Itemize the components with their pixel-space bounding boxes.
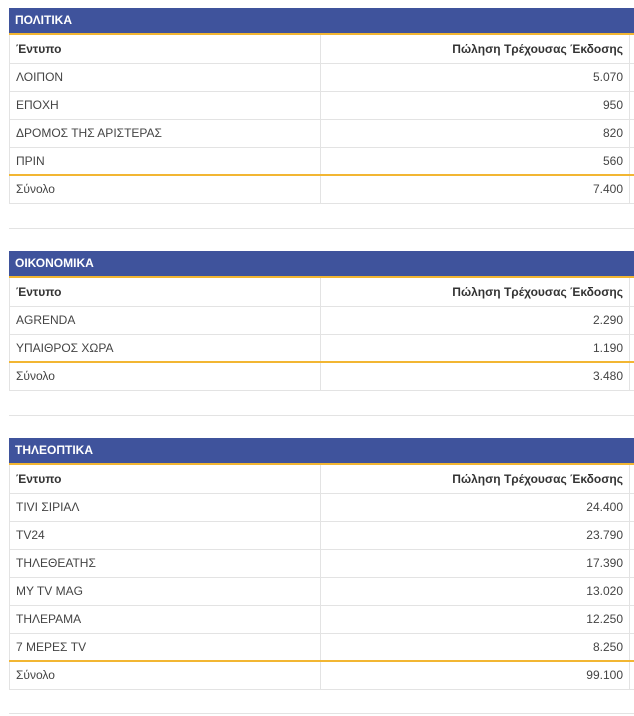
sales-value: 13.020 [321, 577, 630, 605]
section-politika [9, 8, 634, 204]
publication-name: MY TV MAG [10, 577, 321, 605]
table-row [10, 147, 634, 175]
total-label: Σύνολο [10, 661, 321, 689]
sales-value: 23.790 [321, 521, 630, 549]
table-row [10, 334, 634, 362]
total-row [10, 175, 634, 203]
table-header-row [10, 278, 634, 306]
section-divider [9, 228, 634, 229]
sales-value: 560 [321, 147, 630, 175]
sales-value: 2.290 [321, 306, 630, 334]
section-title: ΤΗΛΕΟΠΤΙΚΑ [9, 438, 634, 465]
column-header-sales: Πώληση Τρέχουσας Έκδοσης [321, 465, 630, 493]
sales-value: 950 [321, 91, 630, 119]
table-header-row [10, 465, 634, 493]
section-oikonomika [9, 251, 634, 391]
sales-value: 1.190 [321, 334, 630, 362]
total-row [10, 362, 634, 390]
table-row [10, 605, 634, 633]
table-row [10, 306, 634, 334]
publication-name: ΤΗΛΕΘΕΑΤΗΣ [10, 549, 321, 577]
table-row [10, 119, 634, 147]
total-value: 99.100 [321, 661, 630, 689]
sales-value: 12.250 [321, 605, 630, 633]
sales-table [9, 465, 634, 690]
table-row [10, 549, 634, 577]
table-row [10, 63, 634, 91]
total-row [10, 661, 634, 689]
publication-name: ΠΡΙΝ [10, 147, 321, 175]
table-row [10, 493, 634, 521]
table-row [10, 633, 634, 661]
sales-table [9, 35, 634, 204]
sales-value: 820 [321, 119, 630, 147]
column-header-name: Έντυπο [10, 35, 321, 63]
table-header-row [10, 35, 634, 63]
table-row [10, 577, 634, 605]
publication-name: 7 ΜΕΡΕΣ TV [10, 633, 321, 661]
total-value: 7.400 [321, 175, 630, 203]
table-row [10, 521, 634, 549]
publication-name: TV24 [10, 521, 321, 549]
sales-value: 5.070 [321, 63, 630, 91]
section-tileoptika [9, 438, 634, 690]
column-header-name: Έντυπο [10, 465, 321, 493]
column-header-sales: Πώληση Τρέχουσας Έκδοσης [321, 278, 630, 306]
sales-value: 17.390 [321, 549, 630, 577]
publication-name: ΕΠΟΧΗ [10, 91, 321, 119]
section-divider [9, 713, 634, 714]
publication-name: ΛΟΙΠΟΝ [10, 63, 321, 91]
section-divider [9, 415, 634, 416]
section-title: ΠΟΛΙΤΙΚΑ [9, 8, 634, 35]
section-title: ΟΙΚΟΝΟΜΙΚΑ [9, 251, 634, 278]
publication-name: ΤΙVΙ ΣΙΡΙΑΛ [10, 493, 321, 521]
total-label: Σύνολο [10, 175, 321, 203]
column-header-name: Έντυπο [10, 278, 321, 306]
column-header-sales: Πώληση Τρέχουσας Έκδοσης [321, 35, 630, 63]
publication-name: AGRENDA [10, 306, 321, 334]
publication-name: ΥΠΑΙΘΡΟΣ ΧΩΡΑ [10, 334, 321, 362]
sales-value: 8.250 [321, 633, 630, 661]
total-label: Σύνολο [10, 362, 321, 390]
sales-value: 24.400 [321, 493, 630, 521]
publication-name: ΔΡΟΜΟΣ ΤΗΣ ΑΡΙΣΤΕΡΑΣ [10, 119, 321, 147]
table-row [10, 91, 634, 119]
publication-name: ΤΗΛΕΡΑΜΑ [10, 605, 321, 633]
sales-table [9, 278, 634, 391]
total-value: 3.480 [321, 362, 630, 390]
